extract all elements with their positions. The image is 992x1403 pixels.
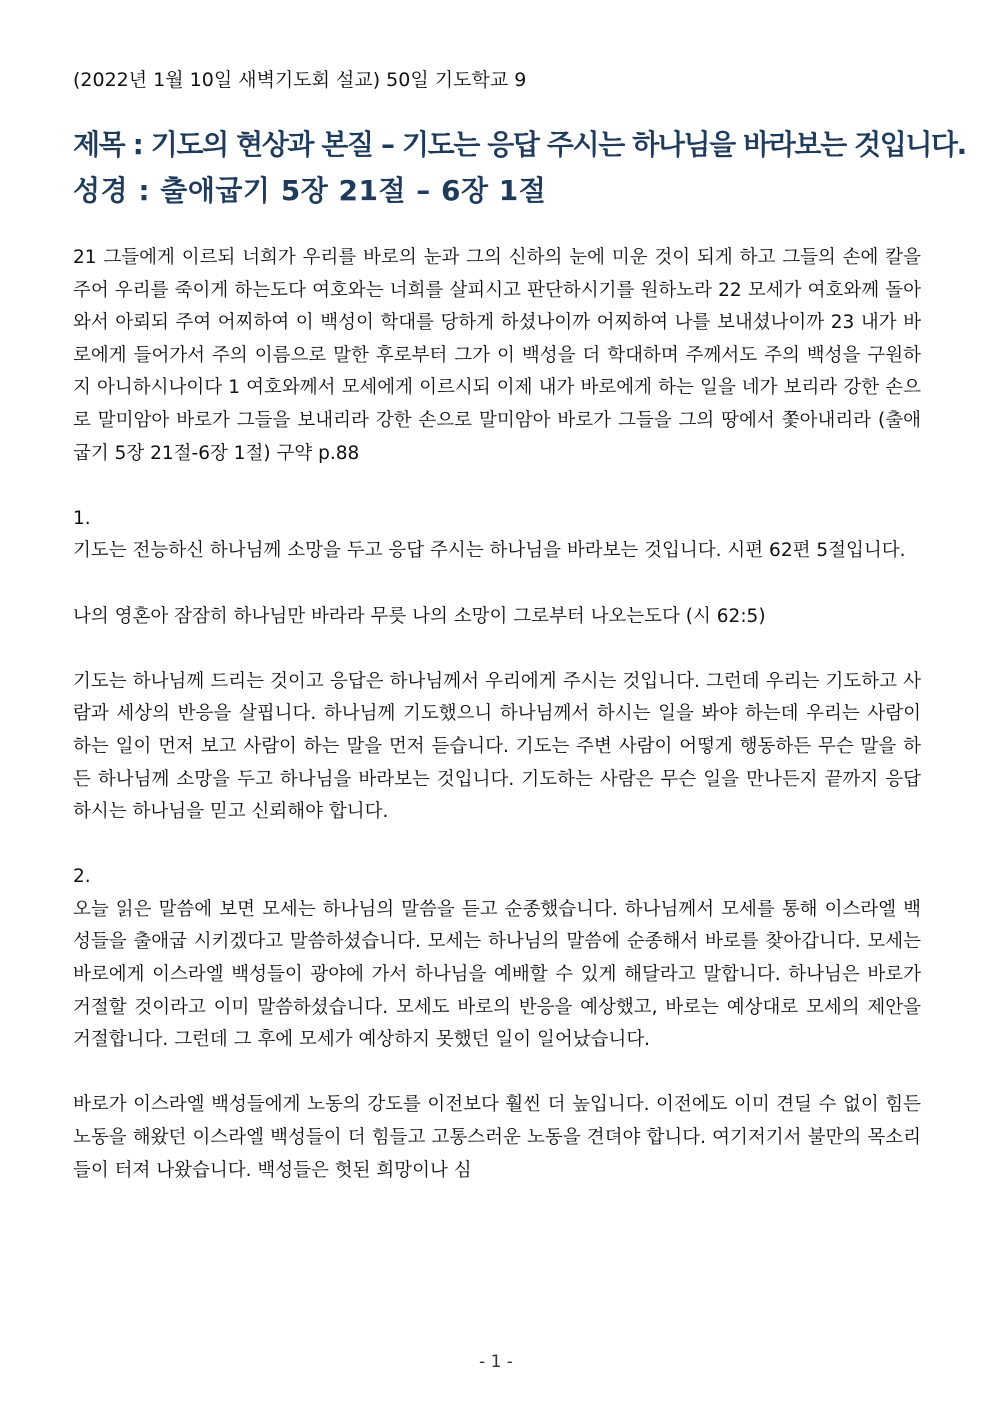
section-2-body-2: 바로가 이스라엘 백성들에게 노동의 강도를 이전보다 훨씬 더 높입니다. 이전에도 이미 견딜 수 없이 힘든 노동을 해왔던 이스라엘 백성들이 더 힘들고 고통스러운 노동을 견뎌야 합니다. 여기저기서 불만의 목소리들이 터져 나왔습니다. 백성들은 헛된 희망이나 심 — [73, 1094, 921, 1181]
scripture-reference: 성경 : 출애굽기 5장 21절 – 6장 1절 — [73, 174, 547, 207]
section-1-body: 기도는 하나님께 드리는 것이고 응답은 하나님께서 우리에게 주시는 것입니다. 그런데 우리는 기도하고 사람과 세상의 반응을 살핍니다. 하나님께 기도했으니 하나님께서 하시는 일을 봐야 하는데 우리는 사람이 하는 일이 먼저 보고 사람이 하는 말을 먼저 듣습니다. 기도는 주변 사람이 어떻게 행동하든 무슨 말을 하든 하나님께 소망을 두고 하나님을 바라보는 것입니다. 기도하는 사람은 무슨 일을 만나든지 끝까지 응답하시는 하나님을 믿고 신뢰해야 합니다. — [73, 670, 921, 823]
section-2-body-1: 오늘 읽은 말씀에 보면 모세는 하나님의 말씀을 듣고 순종했습니다. 하나님께서 모세를 통해 이스라엘 백성들을 출애굽 시키겠다고 말씀하셨습니다. 모세는 하나님의 말씀에 순종해서 바로를 찾아갑니다. 모세는 바로에게 이스라엘 백성들이 광야에 가서 하나님을 예배할 수 있게 해달라고 말합니다. 하나님은 바로가 거절할 것이라고 이미 말씀하셨습니다. 모세도 바로의 반응을 예상했고, 바로는 예상대로 모세의 제안을 거절합니다. 그런데 그 후에 모세가 예상하지 못했던 일이 일어났습니다. — [73, 898, 921, 1051]
spacer — [73, 829, 921, 862]
page-number: - 1 - — [479, 1352, 513, 1372]
spacer — [73, 633, 921, 666]
section-1-number: 1. — [73, 507, 91, 529]
section-1-intro: 기도는 전능하신 하나님께 소망을 두고 응답 주시는 하나님을 바라보는 것입니다. 시편 62편 5절입니다. — [73, 540, 906, 562]
section-2-number: 2. — [73, 866, 91, 888]
scripture-text: 21 그들에게 이르되 너희가 우리를 바로의 눈과 그의 신하의 눈에 미운 것이 되게 하고 그들의 손에 칼을 주어 우리를 죽이게 하는도다 여호와는 너희를 살피시고 판단하시기를 원하노라 22 모세가 여호와께 돌아와서 아뢰되 주여 어찌하여 이 백성이 학대를 당하게 하셨나이까 어찌하여 나를 보내셨나이까 23 내가 바로에게 들어가서 주의 이름으로 말한 후로부터 그가 이 백성을 더 학대하며 주께서도 주의 백성을 구원하지 아니하시나이다 1 여호와께서 모세에게 이르시되 이제 내가 바로에게 하는 일을 네가 보리라 강한 손으로 말미암아 바로가 그들을 보내리라 강한 손으로 말미암아 바로가 그들을 그의 땅에서 쫓아내리라 (출애굽기 5장 21절-6장 1절) 구약 p.88 — [73, 247, 921, 464]
spacer — [73, 568, 921, 601]
sermon-header: (2022년 1월 10일 새벽기도회 설교) 50일 기도학교 9 — [73, 69, 527, 91]
document-page — [73, 66, 966, 1187]
psalm-quote: 나의 영혼아 잠잠히 하나님만 바라라 무릇 나의 소망이 그로부터 나오는도다 (시 62:5) — [73, 605, 766, 627]
spacer — [73, 1057, 921, 1090]
sermon-title: 제목 : 기도의 현상과 본질 – 기도는 응답 주시는 하나님을 바라보는 것입니다. — [73, 128, 966, 161]
spacer — [73, 470, 921, 503]
